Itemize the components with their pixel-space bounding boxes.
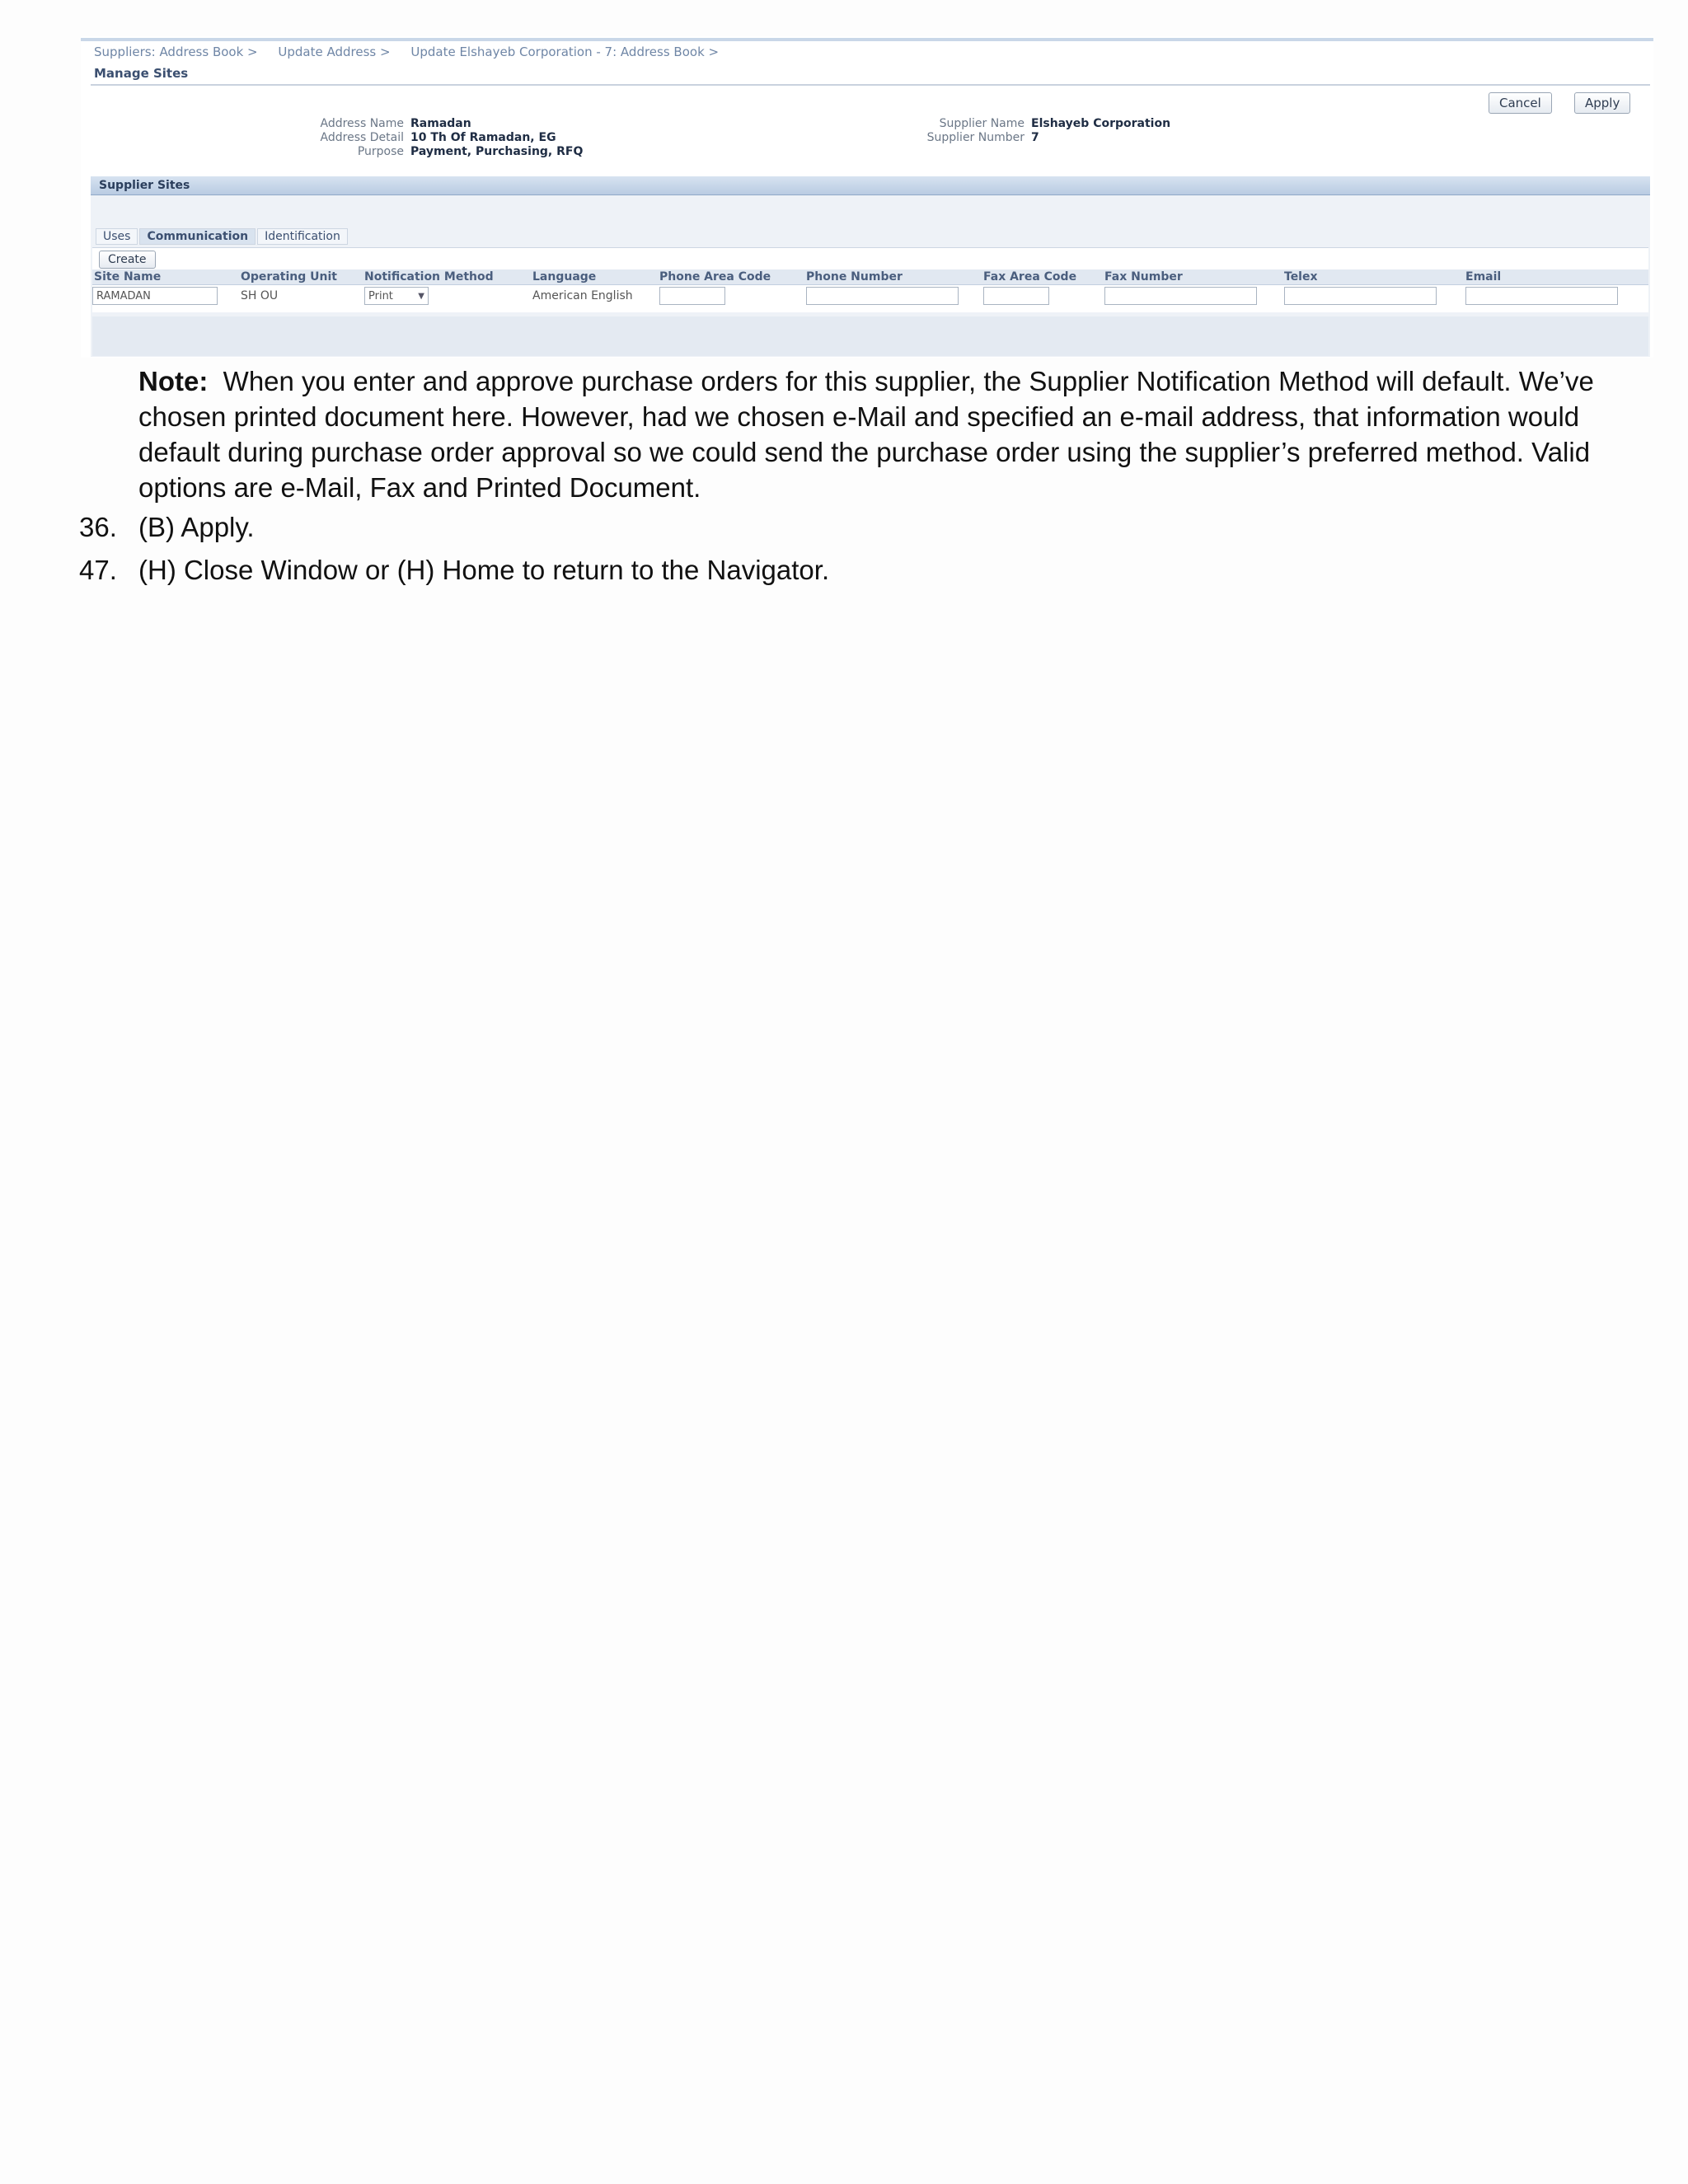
note-paragraph — [138, 363, 1614, 505]
supplier-number-value: 7 — [1031, 131, 1039, 144]
title-divider — [91, 84, 1650, 86]
note-label: Note: — [138, 366, 209, 396]
column-header-fax-area-code: Fax Area Code — [983, 270, 1077, 284]
breadcrumb-item[interactable]: Update Address > — [278, 45, 391, 59]
step-number: 36. — [79, 512, 117, 542]
supplier-number-label: Supplier Number — [926, 131, 1025, 144]
breadcrumb-item[interactable]: Suppliers: Address Book > — [94, 45, 258, 59]
address-info — [305, 117, 583, 159]
step-text: (H) Close Window or (H) Home to return to the Navigator. — [138, 555, 830, 585]
tab-identification[interactable]: Identification — [257, 228, 348, 245]
step-text: (B) Apply. — [138, 512, 255, 542]
manage-sites-screenshot — [81, 36, 1653, 358]
notification-method-select[interactable] — [364, 287, 429, 305]
supplier-sites-header: Supplier Sites — [91, 176, 1650, 195]
top-rule — [81, 38, 1653, 41]
breadcrumb-item[interactable]: Update Elshayeb Corporation - 7: Address Book > — [410, 45, 720, 59]
step-item — [79, 509, 255, 545]
site-name-field[interactable]: RAMADAN — [92, 287, 218, 305]
chevron-down-icon: ▼ — [418, 292, 424, 301]
breadcrumb — [94, 45, 719, 59]
address-name-label: Address Name — [320, 117, 404, 130]
region-footer — [92, 316, 1648, 356]
operating-unit-value: SH OU — [241, 289, 279, 302]
phone-number-field[interactable] — [806, 287, 959, 305]
fax-number-field[interactable] — [1104, 287, 1257, 305]
address-name-value: Ramadan — [410, 117, 471, 130]
supplier-name-value: Elshayeb Corporation — [1031, 117, 1171, 130]
note-text: When you enter and approve purchase orders for this supplier, the Supplier Notification Method will default. We’ve chosen printed document here. However, had we chosen e-Mail and specified an e-mail address, that information would default during purchase order approval so we could send the purchase order using the supplier’s preferred method. Valid options are e-Mail, Fax and Printed Document. — [138, 366, 1594, 503]
supplier-info — [917, 117, 1170, 145]
language-value: American English — [532, 289, 633, 302]
purpose-label: Purpose — [357, 145, 404, 158]
column-header-language: Language — [532, 270, 597, 284]
column-header-phone-area-code: Phone Area Code — [659, 270, 771, 284]
purpose-value: Payment, Purchasing, RFQ — [410, 145, 584, 158]
cancel-button[interactable]: Cancel — [1489, 92, 1552, 114]
apply-button[interactable]: Apply — [1574, 92, 1630, 114]
phone-area-code-field[interactable] — [659, 287, 725, 305]
create-button[interactable]: Create — [99, 251, 156, 269]
tab-communication[interactable]: Communication — [139, 228, 256, 245]
column-header-telex: Telex — [1284, 270, 1318, 284]
address-detail-value: 10 Th Of Ramadan, EG — [410, 131, 556, 144]
fax-area-code-field[interactable] — [983, 287, 1049, 305]
column-header-phone-number: Phone Number — [806, 270, 903, 284]
step-number: 47. — [79, 555, 117, 585]
page-title: Manage Sites — [94, 66, 189, 81]
column-header-operating-unit: Operating Unit — [241, 270, 337, 284]
tab-bar — [96, 228, 349, 246]
column-header-fax-number: Fax Number — [1104, 270, 1183, 284]
tab-uses[interactable]: Uses — [96, 228, 138, 245]
column-header-site-name: Site Name — [94, 270, 162, 284]
address-detail-label: Address Detail — [320, 131, 404, 144]
telex-field[interactable] — [1284, 287, 1437, 305]
step-item — [79, 552, 829, 588]
column-header-email: Email — [1465, 270, 1502, 284]
supplier-name-label: Supplier Name — [939, 117, 1025, 130]
email-field[interactable] — [1465, 287, 1618, 305]
notification-method-value: Print — [368, 290, 393, 302]
column-header-notification-method: Notification Method — [364, 270, 494, 284]
